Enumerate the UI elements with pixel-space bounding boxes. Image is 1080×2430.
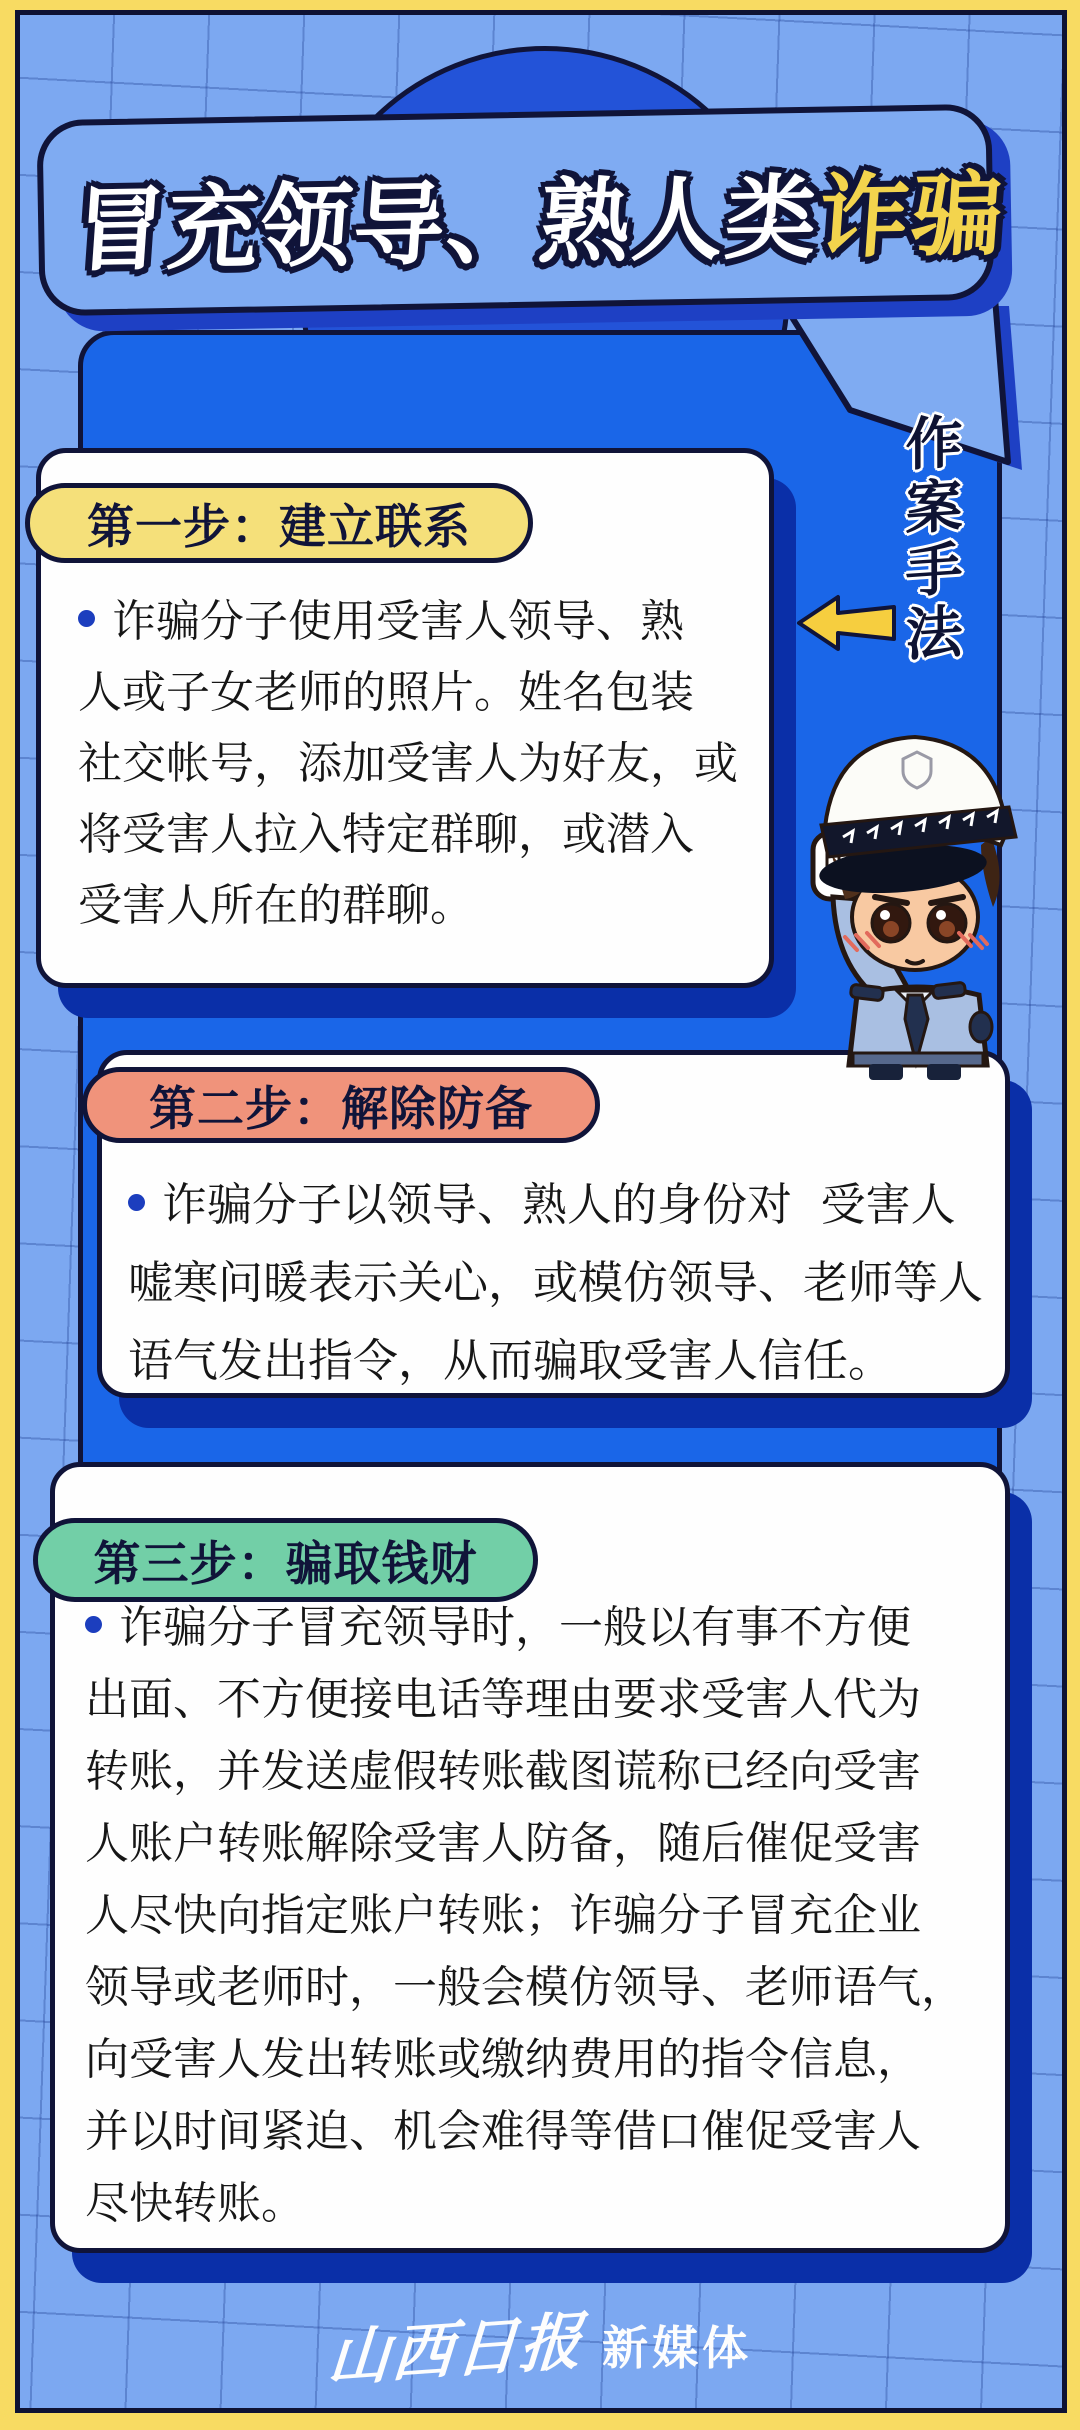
- step-1-heading: 第一步：建立联系: [25, 483, 533, 563]
- step-1-line-2: 人或子女老师的照片。姓名包装: [78, 667, 694, 718]
- step-3-line-5: 人尽快向指定账户转账；诈骗分子冒充企业: [85, 1890, 921, 1941]
- step-1-line-3: 社交帐号，添加受害人为好友，或: [78, 738, 738, 789]
- step-3-line-3: 转账，并发送虚假转账截图谎称已经向受害: [85, 1746, 921, 1797]
- publisher-logo-suffix: 新媒体: [602, 2320, 752, 2375]
- step-2-line-2: 嘘寒问暖表示关心，或模仿领导、老师等人: [128, 1256, 984, 1309]
- title-highlight-text: 诈骗: [814, 162, 1009, 272]
- publisher-footer: [0, 2300, 1080, 2396]
- step-3-line-9: 尽快转账。: [85, 2178, 305, 2229]
- text-line: [128, 1166, 988, 1244]
- side-label-char-1: 作: [905, 409, 963, 479]
- side-label-char-4: 法: [905, 599, 963, 669]
- bullet-dot: [78, 610, 95, 627]
- police-officer-illustration: [795, 695, 1020, 1080]
- step-3-line-2: 出面、不方便接电话等理由要求受害人代为: [85, 1674, 921, 1725]
- step-3-heading: 第三步：骗取钱财: [33, 1518, 538, 1602]
- step-2-heading: 第二步：解除防备: [82, 1067, 600, 1143]
- step-1-line-1: 诈骗分子使用受害人领导、熟: [112, 596, 684, 647]
- step-1-line-4: 将受害人拉入特定群聊，或潜入: [78, 809, 694, 860]
- bullet-dot: [85, 1616, 102, 1633]
- step-2-text: [128, 1166, 988, 1400]
- bullet-dot: [128, 1194, 145, 1211]
- step-3-line-7: 向受害人发出转账或缴纳费用的指令信息，: [85, 2034, 921, 2085]
- step-3-line-6: 领导或老师时，一般会模仿领导、老师语气，: [85, 1962, 965, 2013]
- publisher-logo-script: 山西日报: [325, 2303, 586, 2396]
- step-3-text: [85, 1592, 985, 2240]
- side-label-char-2: 案: [905, 473, 963, 543]
- step-2-line-1: 诈骗分子以领导、熟人的身份对 受害人: [162, 1178, 956, 1231]
- side-label-char-3: 手: [905, 536, 963, 606]
- text-line: [85, 1592, 985, 1664]
- step-1-line-5: 受害人所在的群聊。: [78, 880, 474, 931]
- step-3-line-4: 人账户转账解除受害人防备，随后催促受害: [85, 1818, 921, 1869]
- step-1-text: [78, 586, 758, 941]
- text-line: [78, 586, 758, 657]
- left-arrow-icon: [796, 594, 898, 652]
- step-3-line-1: 诈骗分子冒充领导时，一般以有事不方便: [119, 1602, 911, 1653]
- poster-title: [35, 141, 1044, 290]
- title-normal-text: 冒充领导、熟人类: [70, 166, 823, 285]
- step-3-line-8: 并以时间紧迫、机会难得等借口催促受害人: [85, 2106, 921, 2157]
- speech-bubble-tail: [760, 288, 1040, 488]
- step-2-line-3: 语气发出指令，从而骗取受害人信任。: [128, 1334, 894, 1387]
